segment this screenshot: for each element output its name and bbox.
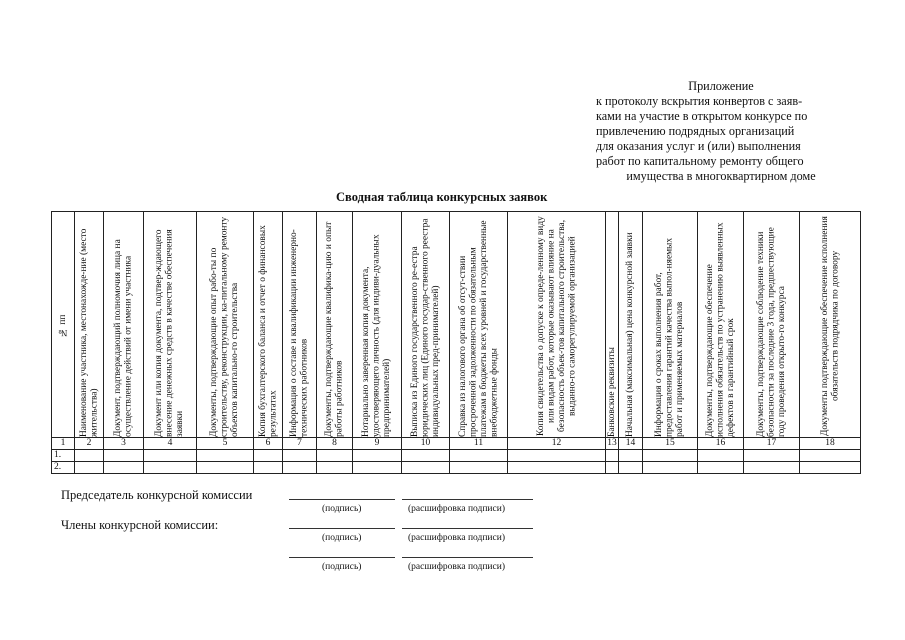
row-number: 1.: [52, 450, 75, 462]
table-cell: [698, 450, 744, 462]
column-number: 7: [283, 438, 317, 450]
header-cell: [744, 212, 800, 438]
table-cell: [450, 462, 508, 474]
table-cell: [508, 450, 606, 462]
column-number: 2: [75, 438, 104, 450]
header-text: Документ, подтверждающий полномочия лица на осуществление действий от имени участника: [113, 239, 134, 437]
table-cell: [254, 462, 283, 474]
table-cell: [254, 450, 283, 462]
header-cell: [52, 212, 75, 438]
signature-caption: (подпись): [322, 562, 362, 572]
table-cell: [144, 450, 197, 462]
header-text: Нотариально заверенная копия документа, удостоверяющего личность (для индиви-дуальных предпринимателей): [361, 234, 393, 437]
transcript-line: [402, 557, 533, 558]
header-cell: [643, 212, 698, 438]
column-number: 13: [607, 438, 617, 448]
header-cell: [402, 212, 450, 438]
header-text: Документы, подтверждающие опыт рабо-ты по строительству, реконструкции, ка-питальному ремонту объектов капитально-го строительства: [209, 216, 241, 437]
header-text: Информация о составе и квалификации инженерно-технических работников: [289, 229, 310, 437]
table-cell: [144, 462, 197, 474]
header-text: Выписка из Единого государственного ре-естра юридических лиц (Единого государ-ственного реестра индивидуальных пред-принимателей): [409, 218, 441, 437]
appendix-block: [596, 79, 846, 184]
header-cell: [353, 212, 402, 438]
table-cell: [353, 450, 402, 462]
column-number: 17: [744, 438, 800, 450]
table-cell: [402, 450, 450, 462]
transcript-caption: (расшифровка подписи): [408, 504, 505, 514]
header-text: Начальная (максимальная) цена конкурсной заявки: [625, 232, 636, 437]
column-number: 15: [643, 438, 698, 450]
column-number: 5: [197, 438, 254, 450]
table-cell: [606, 450, 619, 462]
header-cell: [197, 212, 254, 438]
column-number: 11: [450, 438, 508, 450]
table-cell: [197, 450, 254, 462]
header-row: [52, 212, 861, 438]
header-cell: [800, 212, 861, 438]
appendix-line: привлечению подрядных организаций: [596, 124, 795, 138]
header-cell: [283, 212, 317, 438]
column-number: 14: [619, 438, 643, 450]
table-cell: [402, 462, 450, 474]
table-cell: [619, 450, 643, 462]
header-cell: [254, 212, 283, 438]
appendix-line: работ по капитальному ремонту общего: [596, 154, 804, 168]
transcript-caption: (расшифровка подписи): [408, 533, 505, 543]
signature-line: [289, 557, 395, 558]
header-cell: [144, 212, 197, 438]
table-cell: [283, 450, 317, 462]
table-cell: [643, 450, 698, 462]
column-number: 12: [508, 438, 606, 450]
table-cell: [75, 462, 104, 474]
header-cell: [450, 212, 508, 438]
header-text: Наименование участника, местонахожде-ние (место жительства): [78, 228, 99, 437]
table-cell: [800, 462, 861, 474]
header-text: № пп: [57, 314, 68, 338]
table-cell: [317, 450, 353, 462]
header-cell: [698, 212, 744, 438]
column-number: 6: [254, 438, 283, 450]
appendix-line: ками на участие в открытом конкурсе по: [596, 109, 808, 123]
summary-table: [51, 211, 861, 474]
appendix-line: для оказания услуг и (или) выполнения: [596, 139, 801, 153]
table-title: Сводная таблица конкурсных заявок: [336, 190, 548, 204]
table-cell: [619, 462, 643, 474]
chairman-label: Председатель конкурсной комиссии: [61, 488, 253, 502]
header-text: Копия бухгалтерского баланса и отчет о финансовых результатах: [257, 225, 278, 437]
header-text: Документы подтверждающие обеспечение исполнения обязательств подрядчика по договору: [819, 216, 840, 436]
signature-caption: (подпись): [322, 533, 362, 543]
table-cell: [744, 462, 800, 474]
header-text: Копия свидетельства о допуске к опреде-ленному виду или видам работ, которые оказывают влияние на безопасность объек-тов капитального строительства, выданно-го саморегулируемой организацией: [535, 216, 577, 436]
header-text: Информация о сроках выполнения работ, предоставления гарантий качества выпол-няемых работ и применяемых материалов: [654, 237, 686, 437]
column-number: 9: [353, 438, 402, 450]
signature-line: [289, 499, 395, 500]
table-cell: [450, 450, 508, 462]
header-text: Документы, подтверждающие квалифика-цию и опыт работы работников: [324, 221, 345, 437]
table-cell: [353, 462, 402, 474]
table-cell: [75, 450, 104, 462]
column-number: 8: [317, 438, 353, 450]
signature-line: [289, 528, 395, 529]
table-cell: [104, 450, 144, 462]
appendix-line: к протоколу вскрытия конвертов с заяв-: [596, 94, 803, 108]
row-number: 2.: [52, 462, 75, 474]
table-cell: [698, 462, 744, 474]
header-cell: [75, 212, 104, 438]
header-text: Справка из налогового органа об отсут-ствии просроченной задолженности по обязательным платежам в бюджеты всех уровней и государственные внебюджетные фонды: [457, 220, 499, 437]
header-text: Документы, подтверждающие обеспечение исполнения обязательств по устранению выявленных дефектов в гарантийный срок: [704, 222, 736, 437]
column-number: 3: [104, 438, 144, 450]
column-number: 1: [52, 438, 75, 450]
table-row: [52, 450, 861, 462]
header-cell: [508, 212, 606, 438]
header-text: Документы, подтверждающие соблюдение техники безопасности за последние 3 года, предшествующие году проведения открыто-го конкурса: [755, 227, 787, 437]
transcript-caption: (расшифровка подписи): [408, 562, 505, 572]
table-cell: [317, 462, 353, 474]
table-cell: [744, 450, 800, 462]
table-cell: [508, 462, 606, 474]
table-cell: [606, 462, 619, 474]
table-cell: [104, 462, 144, 474]
column-number: 18: [800, 438, 861, 450]
column-number: 10: [402, 438, 450, 450]
transcript-line: [402, 499, 533, 500]
header-cell: [104, 212, 144, 438]
appendix-line: имущества в многоквартирном доме: [626, 169, 816, 183]
table-row: [52, 462, 861, 474]
signature-caption: (подпись): [322, 504, 362, 514]
header-text: Документ или копия документа, подтвер-ждающего внесение денежных средств в качестве обеспечения заявки: [154, 229, 186, 437]
header-cell: [317, 212, 353, 438]
table-cell: [197, 462, 254, 474]
transcript-line: [402, 528, 533, 529]
members-label: Члены конкурсной комиссии:: [61, 518, 219, 532]
header-text: Банковские реквизиты: [606, 347, 617, 437]
header-cell: [619, 212, 643, 438]
column-number-row: [52, 438, 861, 450]
header-cell: [606, 212, 619, 438]
appendix-title: Приложение: [688, 79, 754, 93]
table-cell: [283, 462, 317, 474]
table-cell: [643, 462, 698, 474]
column-number: 16: [698, 438, 744, 450]
table-cell: [800, 450, 861, 462]
column-number: 4: [144, 438, 197, 450]
